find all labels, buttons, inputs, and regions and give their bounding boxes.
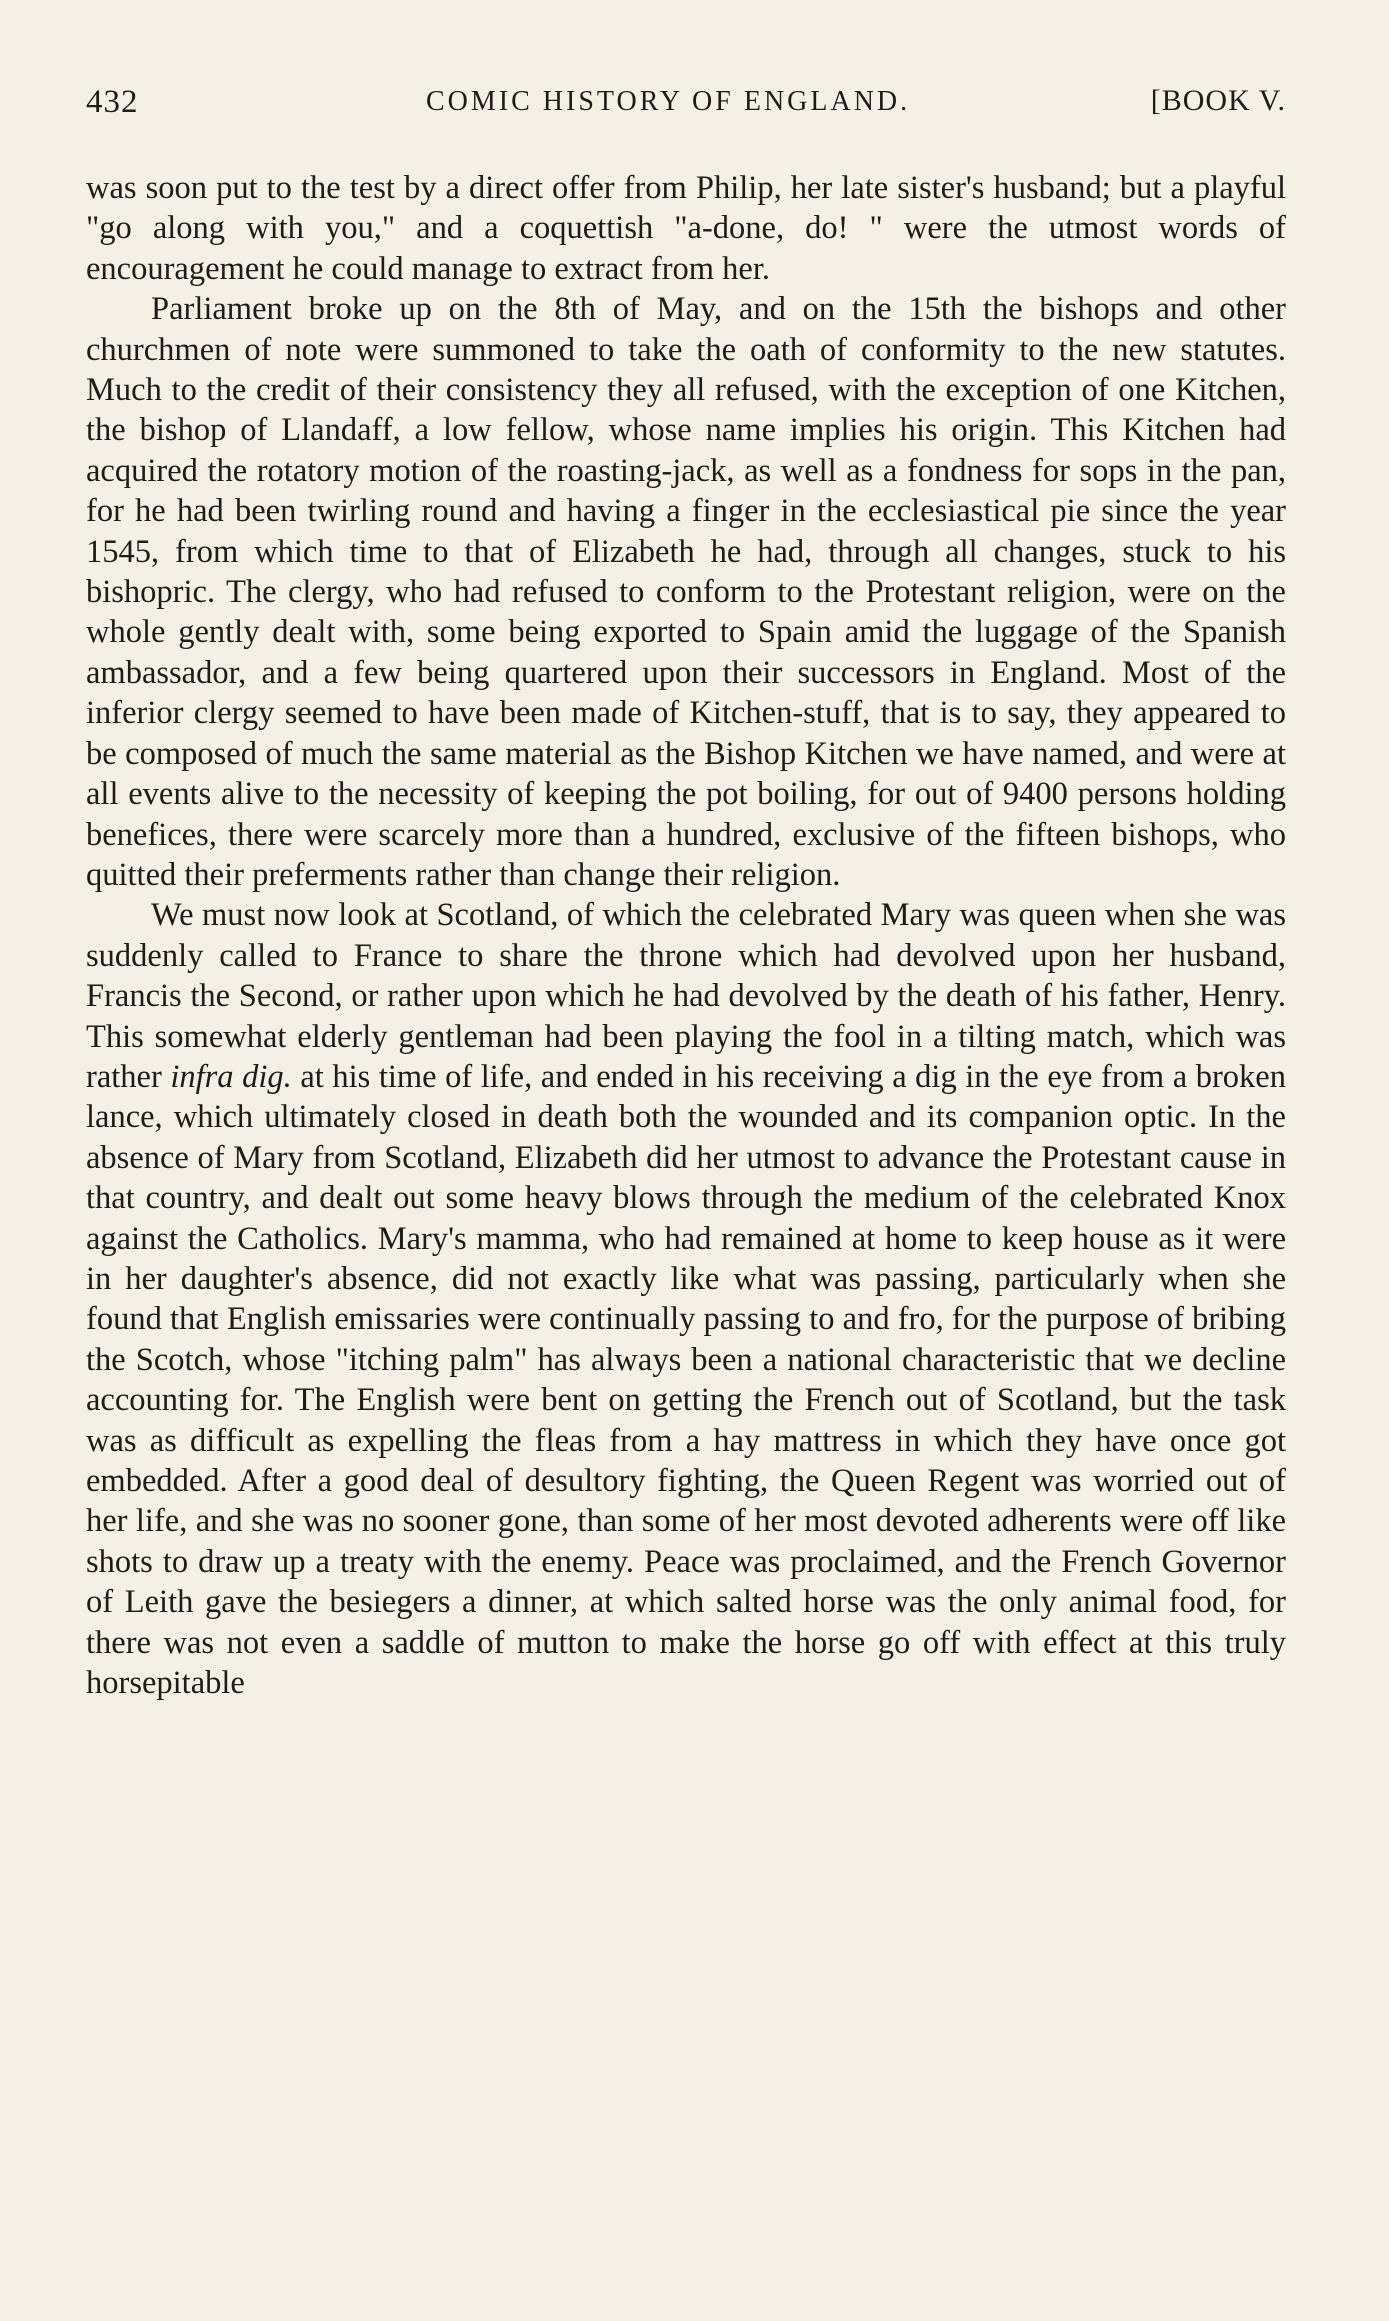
paragraph-scotland [86, 895, 1286, 1703]
body-text [86, 168, 1286, 1703]
running-head [86, 84, 1286, 134]
page-number: 432 [86, 84, 139, 120]
paragraph-text: We must now look at Scotland, of which the celebrated Mary was queen when she was suddenly called to France to share the throne which had devolved upon her husband, Francis the Second, or rather upon which he had devolved by the death of his father, Henry. This somewhat elderly gentleman had been playing the fool in a tilting match, which was rather [86, 897, 1286, 1095]
paragraph-text: at his time of life, and ended in his receiving a dig in the eye from a broken lance, which ultimately closed in death both the wounded and its companion optic. In the absence of Mary from Scotland, Elizabeth did her utmost to advance the Protestant cause in that country, and dealt out some heavy blows through the medium of the celebrated Knox against the Catholics. Mary's mamma, who had remained at home to keep house as it were in her daughter's absence, did not exactly like what was passing, particularly when she found that English emissaries were continually passing to and fro, for the purpose of bribing the Scotch, whose "itching palm" has always been a national characteristic that we decline accounting for. The English were bent on getting the French out of Scotland, but the task was as difficult as expelling the fleas from a hay mattress in which they have once got embedded. After a good deal of desultory fighting, the Queen Regent was worried out of her life, and she was no sooner gone, than some of her most devoted adherents were off like shots to draw up a treaty with the enemy. Peace was proclaimed, and the French Governor of Leith gave the besiegers a dinner, at which salted horse was the only animal food, for there was not even a saddle of mutton to make the horse go off with effect at this truly horsepitable [86, 1058, 1286, 1702]
paragraph-parliament: Parliament broke up on the 8th of May, and on the 15th the bishops and other churchmen of note were summoned to take the oath of conformity to the new statutes. Much to the credit of their consistency they all refused, with the exception of one Kitchen, the bishop of Llandaff, a low fellow, whose name implies his origin. This Kitchen had acquired the rotatory motion of the roasting-jack, as well as a fondness for sops in the pan, for he had been twirling round and having a finger in the ecclesiastical pie since the year 1545, from which time to that of Elizabeth he had, through all changes, stuck to his bishopric. The clergy, who had refused to conform to the Protestant religion, were on the whole gently dealt with, some being exported to Spain amid the luggage of the Spanish ambassador, and a few being quartered upon their successors in England. Most of the inferior clergy seemed to have been made of Kitchen-stuff, that is to say, they appeared to be composed of much the same material as the Bishop Kitchen we have named, and were at all events alive to the necessity of keeping the pot boiling, for out of 9400 persons holding benefices, there were scarcely more than a hundred, exclusive of the fifteen bishops, who quitted their preferments rather than change their religion. [86, 291, 1286, 893]
italic-phrase: infra dig. [170, 1058, 292, 1095]
running-title: COMIC HISTORY OF ENGLAND. [426, 86, 911, 117]
book-marker: [BOOK V. [1150, 84, 1286, 117]
paragraph-continued: was soon put to the test by a direct offer from Philip, her late sister's husband; but a playful "go along with you," and a coquettish "a-done, do! " were the utmost words of encouragement he could manage to extract from her. [86, 170, 1286, 287]
